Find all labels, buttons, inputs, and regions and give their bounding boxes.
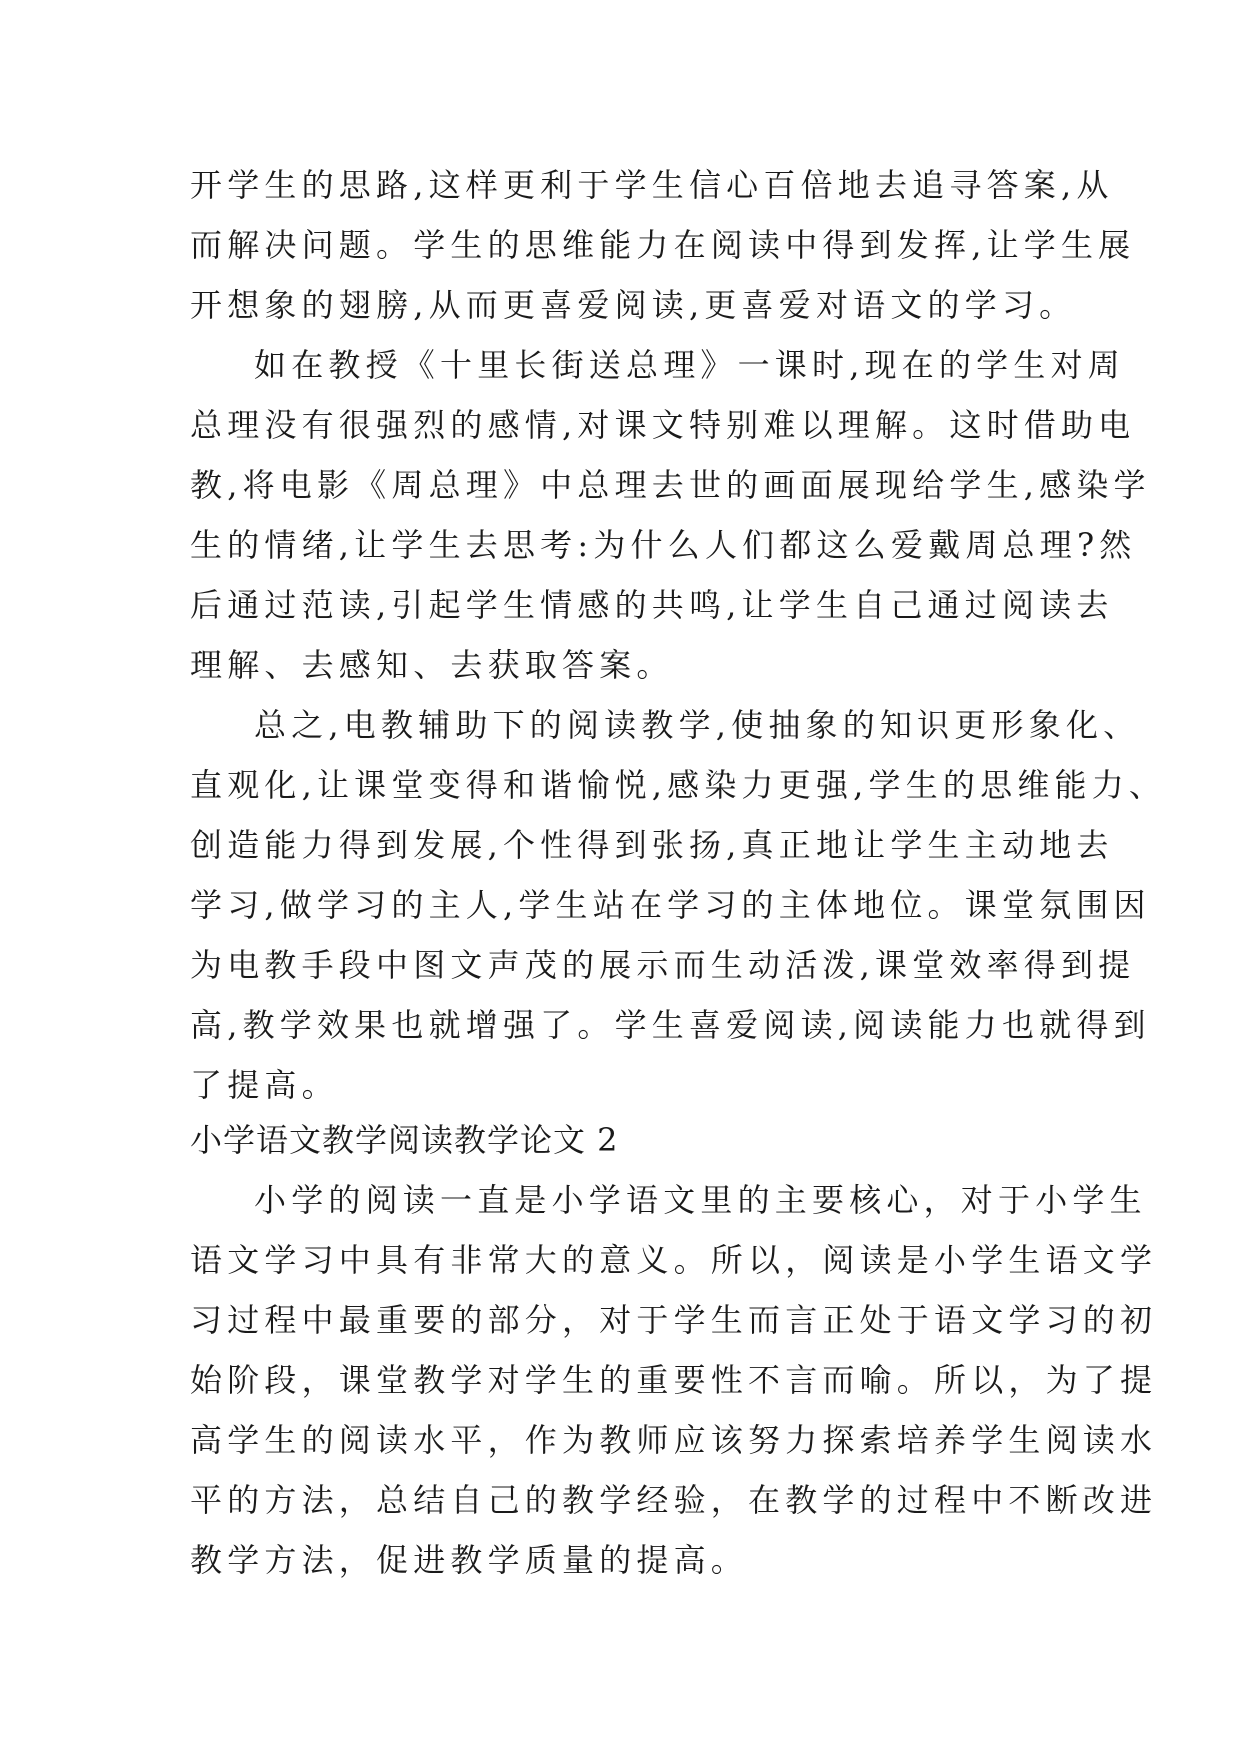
paragraph-4-line-5: 高学生的阅读水平，作为教师应该努力探索培养学生阅读水 xyxy=(190,1421,1158,1459)
paragraph-1-line-3: 开想象的翅膀,从而更喜爱阅读,更喜爱对语文的学习。 xyxy=(190,286,1077,324)
paragraph-2-line-4: 生的情绪,让学生去思考:为什么人们都这么爱戴周总理?然 xyxy=(190,526,1137,564)
paragraph-3-line-1: 总之,电教辅助下的阅读教学,使抽象的知识更形象化、 xyxy=(254,706,1141,744)
paragraph-4-line-6: 平的方法，总结自己的教学经验，在教学的过程中不断改进 xyxy=(190,1481,1158,1519)
paragraph-4-line-4: 始阶段，课堂教学对学生的重要性不言而喻。所以，为了提 xyxy=(190,1361,1158,1399)
paragraph-4-line-1: 小学的阅读一直是小学语文里的主要核心，对于小学生 xyxy=(254,1181,1147,1219)
paragraph-2-line-1: 如在教授《十里长街送总理》一课时,现在的学生对周 xyxy=(254,346,1125,384)
paragraph-1-line-1: 开学生的思路,这样更利于学生信心百倍地去追寻答案,从 xyxy=(190,166,1114,204)
paragraph-3-line-4: 学习,做学习的主人,学生站在学习的主体地位。课堂氛围因 xyxy=(190,886,1151,924)
paragraph-2-line-6: 理解、去感知、去获取答案。 xyxy=(190,646,674,684)
paragraph-3-line-7: 了提高。 xyxy=(190,1066,339,1104)
paragraph-3-line-2: 直观化,让课堂变得和谐愉悦,感染力更强,学生的思维能力、 xyxy=(190,766,1167,804)
paragraph-1-line-2: 而解决问题。学生的思维能力在阅读中得到发挥,让学生展 xyxy=(190,226,1136,264)
paragraph-4-line-7: 教学方法，促进教学质量的提高。 xyxy=(190,1541,749,1579)
section-heading: 小学语文教学阅读教学论文 2 xyxy=(190,1121,619,1159)
paragraph-3-line-3: 创造能力得到发展,个性得到张扬,真正地让学生主动地去 xyxy=(190,826,1114,864)
paragraph-2-line-3: 教,将电影《周总理》中总理去世的画面展现给学生,感染学 xyxy=(190,466,1151,504)
paragraph-4-line-2: 语文学习中具有非常大的意义。所以，阅读是小学生语文学 xyxy=(190,1241,1158,1279)
paragraph-4-line-3: 习过程中最重要的部分，对于学生而言正处于语文学习的初 xyxy=(190,1301,1158,1339)
paragraph-3-line-5: 为电教手段中图文声茂的展示而生动活泼,课堂效率得到提 xyxy=(190,946,1136,984)
paragraph-2-line-2: 总理没有很强烈的感情,对课文特别难以理解。这时借助电 xyxy=(190,406,1136,444)
paragraph-3-line-6: 高,教学效果也就增强了。学生喜爱阅读,阅读能力也就得到 xyxy=(190,1006,1151,1044)
paragraph-2-line-5: 后通过范读,引起学生情感的共鸣,让学生自己通过阅读去 xyxy=(190,586,1114,624)
